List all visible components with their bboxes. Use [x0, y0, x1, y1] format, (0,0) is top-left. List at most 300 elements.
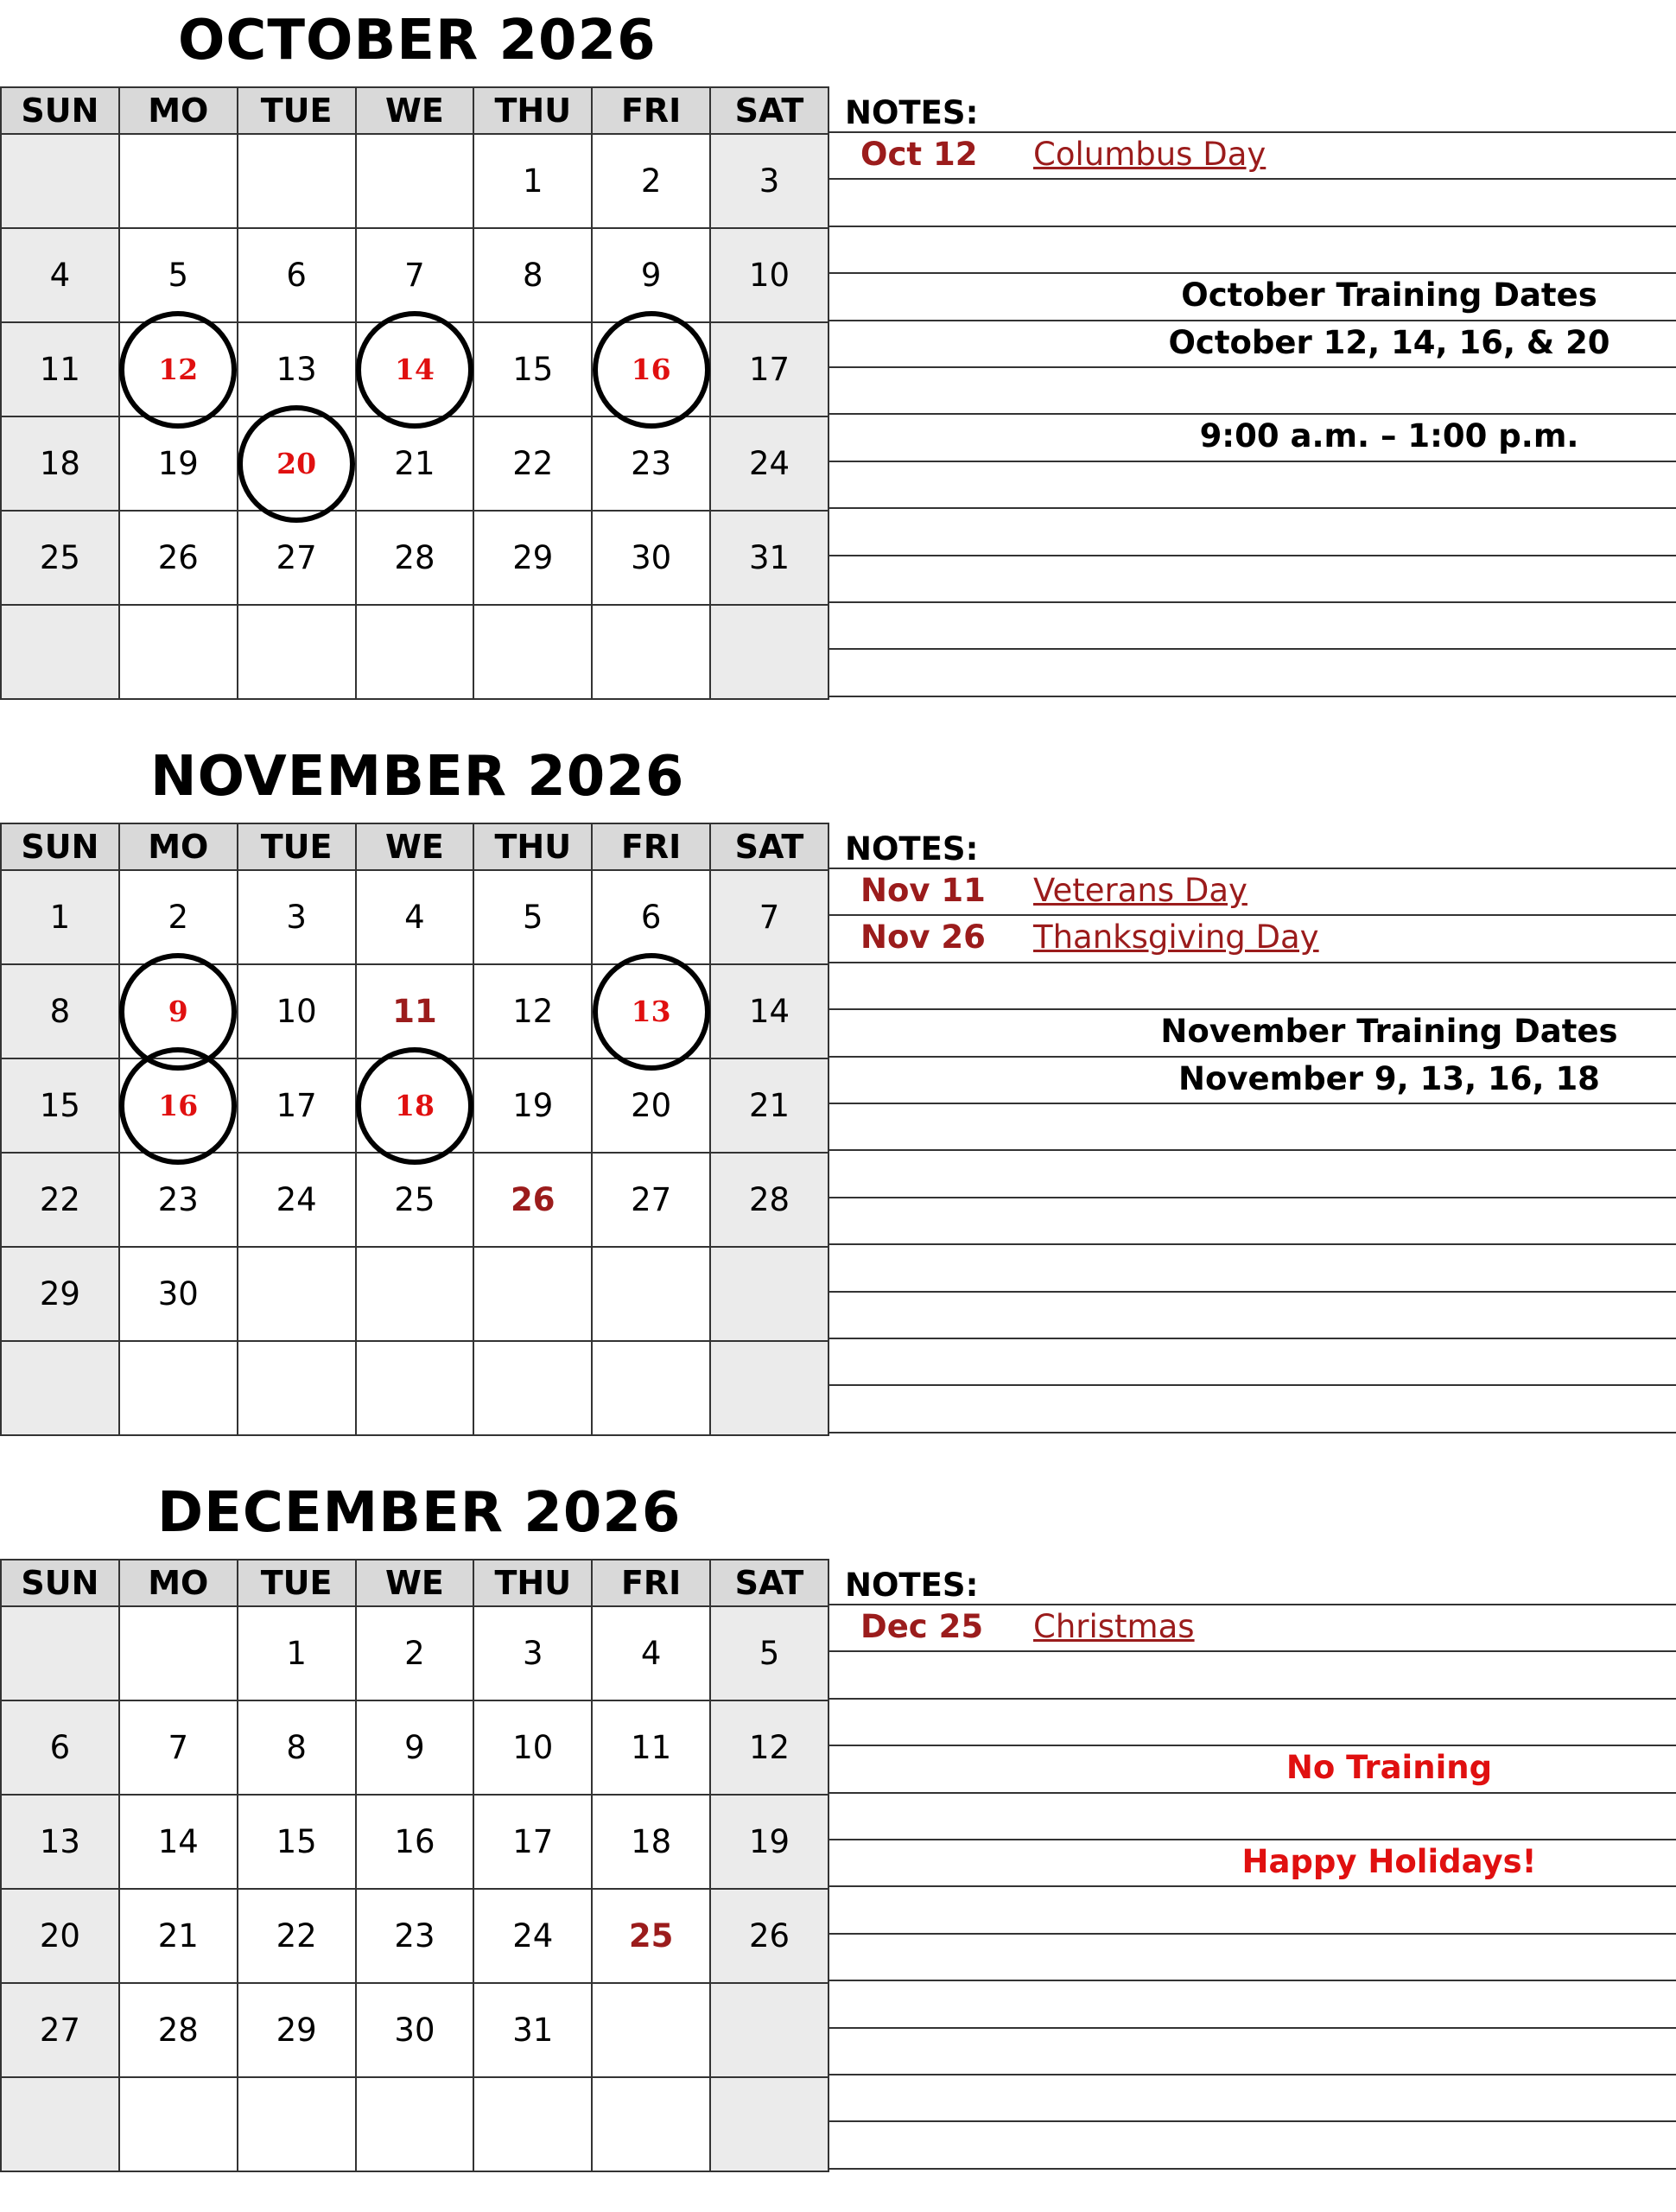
day-number: 2: [404, 1635, 425, 1672]
day-number: 28: [157, 2012, 199, 2049]
day-cell[interactable]: [710, 1341, 828, 1435]
training-day-number: 16: [631, 353, 671, 386]
day-number: 30: [394, 2012, 435, 2049]
day-cell[interactable]: [119, 1341, 238, 1435]
holiday-date: Nov 11: [860, 872, 986, 909]
day-cell[interactable]: [592, 1889, 710, 1983]
note-line: [828, 1933, 1676, 1935]
day-cell[interactable]: [119, 2077, 238, 2171]
note-text: October 12, 14, 16, & 20: [1168, 323, 1610, 361]
day-cell[interactable]: [710, 134, 828, 228]
day-number: 1: [286, 1635, 307, 1672]
day-cell[interactable]: [238, 1247, 356, 1341]
day-number: 8: [523, 257, 543, 294]
holiday-day-number: 26: [511, 1181, 555, 1218]
note-line: [828, 1103, 1676, 1104]
training-day-circle: [238, 405, 355, 523]
day-cell[interactable]: [592, 2077, 710, 2171]
day-number: 13: [276, 351, 317, 388]
day-cell[interactable]: [119, 1700, 238, 1795]
day-cell[interactable]: [592, 605, 710, 699]
day-number: 30: [157, 1275, 199, 1313]
day-cell[interactable]: [592, 416, 710, 511]
day-number: 15: [512, 351, 554, 388]
training-day-number: 16: [158, 1089, 199, 1122]
holiday-name-link[interactable]: Veterans Day: [1033, 872, 1247, 909]
day-cell[interactable]: [473, 1058, 592, 1153]
day-cell[interactable]: [473, 1700, 592, 1795]
day-cell[interactable]: [356, 605, 474, 699]
week-row: [1, 870, 828, 964]
note-text: November Training Dates: [1160, 1013, 1618, 1051]
day-number: 10: [276, 993, 317, 1030]
day-cell[interactable]: [119, 870, 238, 964]
note-line: [828, 601, 1676, 603]
week-row: [1, 228, 828, 322]
day-number: 11: [39, 351, 80, 388]
day-number: 21: [394, 445, 435, 482]
day-cell[interactable]: [238, 1983, 356, 2077]
day-cell[interactable]: [238, 228, 356, 322]
day-cell[interactable]: [238, 416, 356, 511]
note-line: [828, 1338, 1676, 1339]
note-line: [828, 1885, 1676, 1887]
day-cell[interactable]: [119, 605, 238, 699]
weekday-header: SAT: [710, 823, 828, 870]
day-cell[interactable]: [238, 1058, 356, 1153]
day-cell[interactable]: [1, 1247, 119, 1341]
day-cell[interactable]: [1, 1153, 119, 1247]
note-line: [828, 1698, 1676, 1700]
day-cell[interactable]: [592, 511, 710, 605]
day-cell[interactable]: [356, 322, 474, 416]
day-number: 28: [748, 1181, 790, 1218]
day-number: 29: [276, 2012, 317, 2049]
day-cell[interactable]: [1, 1889, 119, 1983]
week-row: [1, 964, 828, 1058]
day-number: 8: [49, 993, 71, 1030]
training-day-number: 20: [276, 447, 317, 480]
day-cell[interactable]: [238, 511, 356, 605]
day-cell[interactable]: [1, 134, 119, 228]
day-cell[interactable]: [356, 1606, 474, 1700]
month-section: [0, 7, 1676, 702]
day-cell[interactable]: [710, 322, 828, 416]
calendar-grid: [0, 1559, 828, 2175]
day-cell[interactable]: [238, 1341, 356, 1435]
day-cell[interactable]: [119, 1153, 238, 1247]
day-cell[interactable]: [592, 1795, 710, 1889]
day-number: 31: [748, 539, 790, 576]
day-number: 14: [157, 1823, 199, 1860]
day-cell[interactable]: [710, 1983, 828, 2077]
day-cell[interactable]: [473, 1341, 592, 1435]
day-number: 22: [512, 445, 554, 482]
day-number: 20: [39, 1917, 80, 1955]
note-line: [828, 1243, 1676, 1245]
day-cell[interactable]: [473, 228, 592, 322]
week-row: [1, 322, 828, 416]
notes-label: NOTES:: [845, 830, 979, 868]
day-number: 1: [523, 162, 543, 200]
note-text: November 9, 13, 16, 18: [1178, 1059, 1600, 1097]
day-number: 15: [39, 1087, 80, 1124]
day-number: 19: [157, 445, 199, 482]
weekday-header: WE: [356, 823, 474, 870]
note-text: 9:00 a.m. – 1:00 p.m.: [1199, 417, 1579, 455]
day-cell[interactable]: [356, 1247, 474, 1341]
day-number: 26: [748, 1917, 790, 1955]
day-cell[interactable]: [473, 1889, 592, 1983]
week-row: [1, 511, 828, 605]
week-row: [1, 1341, 828, 1435]
month-section: [0, 743, 1676, 1439]
training-day-circle: [119, 1047, 237, 1165]
day-cell[interactable]: [710, 228, 828, 322]
day-number: 17: [512, 1823, 554, 1860]
day-number: 19: [512, 1087, 554, 1124]
training-day-circle: [356, 311, 473, 429]
note-line: [828, 648, 1676, 650]
holiday-name-link[interactable]: Christmas: [1033, 1608, 1195, 1645]
day-number: 3: [286, 899, 307, 936]
day-number: 16: [394, 1823, 435, 1860]
day-cell[interactable]: [1, 1341, 119, 1435]
note-line: [828, 366, 1676, 368]
notes-label: NOTES:: [845, 94, 979, 131]
day-number: 12: [748, 1729, 790, 1766]
day-cell[interactable]: [1, 870, 119, 964]
day-number: 27: [39, 2012, 80, 2049]
day-cell[interactable]: [119, 1606, 238, 1700]
day-cell[interactable]: [119, 134, 238, 228]
day-number: 2: [168, 899, 189, 936]
day-number: 10: [512, 1729, 554, 1766]
month-section: [0, 1479, 1676, 2175]
day-cell[interactable]: [592, 1341, 710, 1435]
day-number: 22: [276, 1917, 317, 1955]
day-cell[interactable]: [710, 1700, 828, 1795]
day-cell[interactable]: [356, 134, 474, 228]
notes-label: NOTES:: [845, 1567, 979, 1604]
note-line: [828, 461, 1676, 462]
week-row: [1, 1153, 828, 1247]
day-cell[interactable]: [356, 964, 474, 1058]
day-cell[interactable]: [710, 605, 828, 699]
note-line: [828, 507, 1676, 509]
day-number: 27: [276, 539, 317, 576]
day-cell[interactable]: [1, 1983, 119, 2077]
day-cell[interactable]: [238, 1889, 356, 1983]
training-day-number: 18: [394, 1089, 435, 1122]
day-number: 5: [759, 1635, 780, 1672]
holiday-name-link[interactable]: Columbus Day: [1033, 136, 1267, 173]
day-number: 13: [39, 1823, 80, 1860]
day-cell[interactable]: [473, 416, 592, 511]
day-cell[interactable]: [356, 1153, 474, 1247]
day-number: 21: [748, 1087, 790, 1124]
day-cell[interactable]: [119, 964, 238, 1058]
day-cell[interactable]: [356, 2077, 474, 2171]
day-number: 27: [631, 1181, 672, 1218]
day-number: 12: [512, 993, 554, 1030]
day-cell[interactable]: [1, 511, 119, 605]
holiday-date: Oct 12: [860, 136, 978, 173]
training-day-circle: [119, 311, 237, 429]
day-number: 4: [640, 1635, 662, 1672]
day-number: 26: [157, 539, 199, 576]
day-cell[interactable]: [119, 1983, 238, 2077]
day-number: 8: [286, 1729, 307, 1766]
day-cell[interactable]: [1, 416, 119, 511]
weekday-header: MO: [119, 823, 238, 870]
day-cell[interactable]: [592, 1153, 710, 1247]
day-number: 11: [631, 1729, 672, 1766]
day-cell[interactable]: [473, 1247, 592, 1341]
day-number: 24: [748, 445, 790, 482]
note-line: [828, 2074, 1676, 2075]
day-cell[interactable]: [356, 1983, 474, 2077]
day-number: 24: [276, 1181, 317, 1218]
day-number: 6: [286, 257, 307, 294]
day-cell[interactable]: [473, 2077, 592, 2171]
note-line: [828, 696, 1676, 697]
day-cell[interactable]: [1, 228, 119, 322]
weekday-header: WE: [356, 1560, 474, 1606]
day-cell[interactable]: [238, 1606, 356, 1700]
day-cell[interactable]: [356, 416, 474, 511]
day-cell[interactable]: [710, 2077, 828, 2171]
day-cell[interactable]: [592, 1606, 710, 1700]
day-number: 25: [394, 1181, 435, 1218]
day-cell[interactable]: [238, 964, 356, 1058]
day-cell[interactable]: [710, 511, 828, 605]
weekday-header: FRI: [592, 823, 710, 870]
note-line: [828, 1291, 1676, 1293]
week-row: [1, 605, 828, 699]
day-cell[interactable]: [710, 1606, 828, 1700]
month-title: NOVEMBER 2026: [150, 745, 685, 809]
month-title: DECEMBER 2026: [157, 1481, 682, 1545]
week-row: [1, 1795, 828, 1889]
day-number: 17: [748, 351, 790, 388]
notes-panel: [828, 1559, 1676, 2175]
weekday-header: SAT: [710, 1560, 828, 1606]
note-line: [828, 2120, 1676, 2122]
day-cell[interactable]: [473, 1983, 592, 2077]
week-row: [1, 2077, 828, 2171]
weekday-header: SUN: [1, 1560, 119, 1606]
day-cell[interactable]: [710, 870, 828, 964]
week-row: [1, 134, 828, 228]
week-row: [1, 416, 828, 511]
day-cell[interactable]: [473, 870, 592, 964]
day-cell[interactable]: [1, 1700, 119, 1795]
week-row: [1, 1606, 828, 1700]
calendar-grid: [0, 823, 828, 1439]
day-number: 21: [157, 1917, 199, 1955]
day-cell[interactable]: [356, 1341, 474, 1435]
training-day-number: 14: [394, 353, 435, 386]
day-number: 17: [276, 1087, 317, 1124]
day-number: 29: [512, 539, 554, 576]
day-number: 18: [631, 1823, 672, 1860]
day-cell[interactable]: [119, 416, 238, 511]
weekday-header: MO: [119, 1560, 238, 1606]
day-cell[interactable]: [356, 511, 474, 605]
day-number: 15: [276, 1823, 317, 1860]
day-cell[interactable]: [238, 1795, 356, 1889]
day-number: 29: [39, 1275, 80, 1313]
day-cell[interactable]: [356, 1700, 474, 1795]
day-cell[interactable]: [1, 1058, 119, 1153]
day-number: 2: [640, 162, 662, 200]
week-row: [1, 1700, 828, 1795]
calendar-grid: [0, 86, 828, 702]
training-day-circle: [356, 1047, 473, 1165]
day-cell[interactable]: [710, 1058, 828, 1153]
day-number: 3: [523, 1635, 543, 1672]
day-cell[interactable]: [473, 322, 592, 416]
day-cell[interactable]: [592, 1983, 710, 2077]
day-cell[interactable]: [356, 1795, 474, 1889]
day-number: 22: [39, 1181, 80, 1218]
day-cell[interactable]: [473, 1153, 592, 1247]
day-cell[interactable]: [119, 1795, 238, 1889]
holiday-day-number: 25: [628, 1917, 674, 1955]
day-cell[interactable]: [1, 605, 119, 699]
holiday-date: Dec 25: [860, 1608, 984, 1645]
day-cell[interactable]: [119, 228, 238, 322]
day-cell[interactable]: [1, 2077, 119, 2171]
week-row: [1, 1247, 828, 1341]
day-cell[interactable]: [119, 1889, 238, 1983]
day-cell[interactable]: [238, 870, 356, 964]
training-day-number: 9: [168, 995, 188, 1028]
day-number: 23: [157, 1181, 199, 1218]
day-cell[interactable]: [356, 228, 474, 322]
week-row: [1, 1983, 828, 2077]
day-number: 7: [168, 1729, 189, 1766]
weekday-header: SAT: [710, 87, 828, 134]
day-number: 28: [394, 539, 435, 576]
note-line: [828, 1980, 1676, 1981]
day-cell[interactable]: [356, 1058, 474, 1153]
day-cell[interactable]: [238, 134, 356, 228]
training-day-circle: [593, 953, 710, 1071]
day-cell[interactable]: [119, 1247, 238, 1341]
day-cell[interactable]: [473, 134, 592, 228]
day-number: 6: [640, 899, 662, 936]
day-cell[interactable]: [119, 322, 238, 416]
training-day-circle: [593, 311, 710, 429]
day-cell[interactable]: [1, 1606, 119, 1700]
day-cell[interactable]: [592, 134, 710, 228]
day-number: 20: [631, 1087, 672, 1124]
weekday-header: THU: [473, 823, 592, 870]
weekday-header: THU: [473, 1560, 592, 1606]
weekday-header: FRI: [592, 87, 710, 134]
day-number: 5: [168, 257, 189, 294]
note-line: [828, 1432, 1676, 1433]
weekday-header: SUN: [1, 823, 119, 870]
day-cell[interactable]: [473, 511, 592, 605]
note-line: [828, 2168, 1676, 2170]
day-cell[interactable]: [710, 1889, 828, 1983]
day-cell[interactable]: [238, 1700, 356, 1795]
day-number: 7: [759, 899, 780, 936]
day-cell[interactable]: [238, 2077, 356, 2171]
day-cell[interactable]: [238, 605, 356, 699]
day-cell[interactable]: [710, 1153, 828, 1247]
week-row: [1, 1058, 828, 1153]
day-cell[interactable]: [119, 511, 238, 605]
note-line: [828, 1384, 1676, 1386]
day-cell[interactable]: [473, 1606, 592, 1700]
day-cell[interactable]: [710, 964, 828, 1058]
note-line: [828, 1197, 1676, 1198]
note-line: [828, 1650, 1676, 1652]
day-number: 3: [759, 162, 780, 200]
day-cell[interactable]: [592, 1247, 710, 1341]
day-cell[interactable]: [473, 605, 592, 699]
day-cell[interactable]: [1, 322, 119, 416]
day-cell[interactable]: [592, 870, 710, 964]
day-number: 31: [512, 2012, 554, 2049]
day-cell[interactable]: [473, 1795, 592, 1889]
note-line: [828, 555, 1676, 556]
note-line: [828, 962, 1676, 963]
day-cell[interactable]: [710, 1795, 828, 1889]
day-number: 5: [523, 899, 543, 936]
day-cell[interactable]: [119, 1058, 238, 1153]
day-cell[interactable]: [710, 416, 828, 511]
note-text: No Training: [1286, 1749, 1493, 1787]
day-cell[interactable]: [710, 1247, 828, 1341]
note-text: Happy Holidays!: [1241, 1843, 1537, 1880]
day-cell[interactable]: [473, 964, 592, 1058]
day-cell[interactable]: [356, 870, 474, 964]
day-cell[interactable]: [238, 322, 356, 416]
holiday-date: Nov 26: [860, 918, 986, 957]
day-number: 4: [404, 899, 425, 936]
day-cell[interactable]: [238, 1153, 356, 1247]
day-cell[interactable]: [1, 964, 119, 1058]
weekday-header: THU: [473, 87, 592, 134]
note-line: [828, 226, 1676, 227]
day-number: 24: [512, 1917, 554, 1955]
weekday-header: WE: [356, 87, 474, 134]
day-number: 23: [394, 1917, 435, 1955]
weekday-header: TUE: [238, 1560, 356, 1606]
day-cell[interactable]: [592, 322, 710, 416]
weekday-header: MO: [119, 87, 238, 134]
day-cell[interactable]: [356, 1889, 474, 1983]
day-cell[interactable]: [592, 1058, 710, 1153]
day-cell[interactable]: [1, 1795, 119, 1889]
day-cell[interactable]: [592, 228, 710, 322]
day-number: 19: [748, 1823, 790, 1860]
day-number: 6: [49, 1729, 71, 1766]
day-cell[interactable]: [592, 1700, 710, 1795]
note-text: October Training Dates: [1181, 276, 1597, 315]
day-number: 23: [631, 445, 672, 482]
notes-panel: [828, 823, 1676, 1439]
day-cell[interactable]: [592, 964, 710, 1058]
holiday-name-link[interactable]: Thanksgiving Day: [1033, 918, 1319, 957]
day-number: 30: [631, 539, 672, 576]
day-number: 14: [748, 993, 790, 1030]
